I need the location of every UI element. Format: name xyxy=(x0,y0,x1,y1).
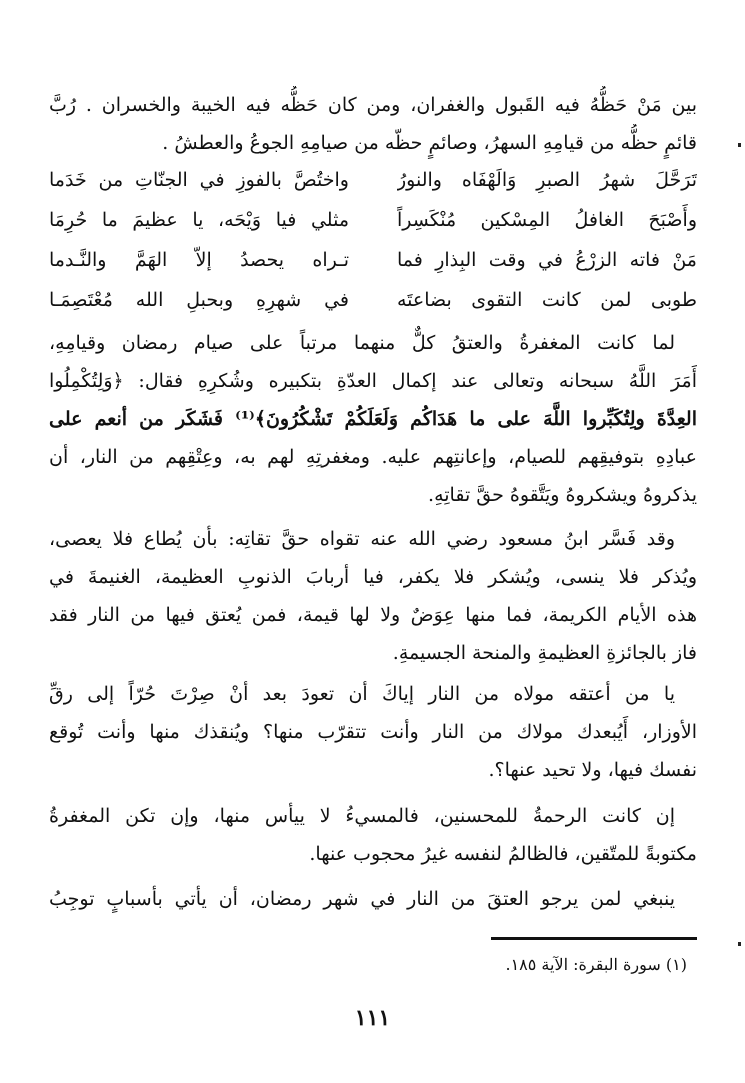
paragraph-6 xyxy=(49,880,697,918)
verse-first-hemistich: طوبى لمن كانت التقوى بضاعتَه xyxy=(397,289,697,311)
text-line: أَمَرَ اللَّهُ سبحانه وتعالى عند إكمال العدّةِ بتكبيره وشُكرِهِ فقال: ﴿وَلِتُكْمِلُوا xyxy=(49,370,697,392)
paragraph-3 xyxy=(49,520,697,672)
poem-verse xyxy=(49,280,697,320)
footnote: (١) سورة البقرة: الآية ١٨٥. xyxy=(505,955,687,974)
paragraph-2 xyxy=(49,324,697,514)
text-line: وقد فَسَّر ابنُ مسعود رضي الله عنه تقواه حقَّ تقاتِه: بأن يُطاع فلا يعصى، xyxy=(49,528,675,550)
verse-second-hemistich: تـراه يحصدُ إلاّ الهَمَّ والنَّـدما xyxy=(49,249,349,271)
text-line: الأوزار، أَيُبعدك مولاك من النار وأنت تتقرّب منها؟ ويُنقذك منها وأنت تُوقع xyxy=(49,721,697,743)
text-line: فاز بالجائزةِ العظيمةِ والمنحة الجسيمةِ. xyxy=(392,642,697,664)
verse-first-hemistich: تَرَحَّلَ شهرُ الصبرِ وَالَهْفَاه والنورُ xyxy=(397,169,697,191)
page-number: ١١١ xyxy=(354,1005,391,1031)
scan-edge-mark xyxy=(738,942,741,946)
scan-edge-mark xyxy=(738,143,741,147)
verse-second-hemistich: في شهرِهِ وبحبلِ الله مُعْتَصِمَـا xyxy=(49,289,349,311)
text-line: ينبغي لمن يرجو العتقَ من النار في شهر رمضان، أن يأتي بأسبابٍ توجِبُ xyxy=(49,888,675,910)
text-line: قائمٍ حظُّه من قيامِهِ السهرُ، وصائمٍ حظّه من صيامِهِ الجوعُ والعطشُ . xyxy=(162,132,697,154)
paragraph-1 xyxy=(49,86,697,162)
text-line: يذكروهُ ويشكروهُ ويَتَّقوهُ حقَّ تقاتِهِ. xyxy=(428,484,697,506)
poem xyxy=(49,160,697,320)
text-line: ويُذكر فلا ينسى، ويُشكر فلا يكفر، فيا أربابَ الذنوبِ العظيمة، الغنيمةَ في xyxy=(49,566,697,588)
verse-second-hemistich: واختُصَّ بالفوزِ في الجنّاتِ من خَدَما xyxy=(49,169,349,191)
poem-verse xyxy=(49,240,697,280)
paragraph-5 xyxy=(49,797,697,873)
text-line: عبادِهِ بتوفيقِهم للصيام، وإعانتِهم عليه. ومغفرتِهِ لهم به، وعِتْقِهم من النار، أن xyxy=(49,446,697,468)
text-line: هذه الأيام الكريمة، فما منها عِوَضٌ ولا لها قيمة، فمن يُعتق فيها من النار فقد xyxy=(49,604,697,626)
text-line: مكتوبةً للمتّقين، فالظالمُ لنفسه غيرُ محجوب عنها. xyxy=(309,843,697,865)
verse-first-hemistich: مَنْ فاته الزرْعُ في وقت البِذارِ فما xyxy=(397,249,697,271)
verse-first-hemistich: وأَصْبَحَ الغافلُ المِسْكين مُنْكَسِراً xyxy=(397,209,697,231)
quran-verse-line: العِدَّةَ ولِتُكَبِّروا اللَّهَ على ما هَدَاكُم وَلَعَلَكُمْ تَشْكُرُونَ﴾⁽¹⁾ فَشَكَر من أنعم على xyxy=(49,408,697,430)
text-line: نفسك فيها، ولا تحيد عنها؟. xyxy=(488,759,697,781)
text-line: يا من أعتقه مولاه من النار إياكَ أن تعودَ بعد أنْ صِرْتَ حُرّاً إلى رقِّ xyxy=(49,683,675,705)
footnote-divider xyxy=(491,937,697,940)
poem-verse xyxy=(49,160,697,200)
text-line: لما كانت المغفرةُ والعتقُ كلٌّ منهما مرتباً على صيام رمضان وقيامِهِ، xyxy=(49,332,675,354)
poem-verse xyxy=(49,200,697,240)
paragraph-4 xyxy=(49,675,697,789)
text-line: بين مَنْ حَظُّهُ فيه القَبول والغفران، ومن كان حَظُّه فيه الخيبة والخسران . رُبَّ xyxy=(49,94,697,116)
text-line: إن كانت الرحمةُ للمحسنين، فالمسيءُ لا ييأس منها، وإن تكن المغفرةُ xyxy=(49,805,675,827)
verse-second-hemistich: مثلي فيا وَيْحَه، يا عظيمَ ما حُرِمَا xyxy=(49,209,349,231)
